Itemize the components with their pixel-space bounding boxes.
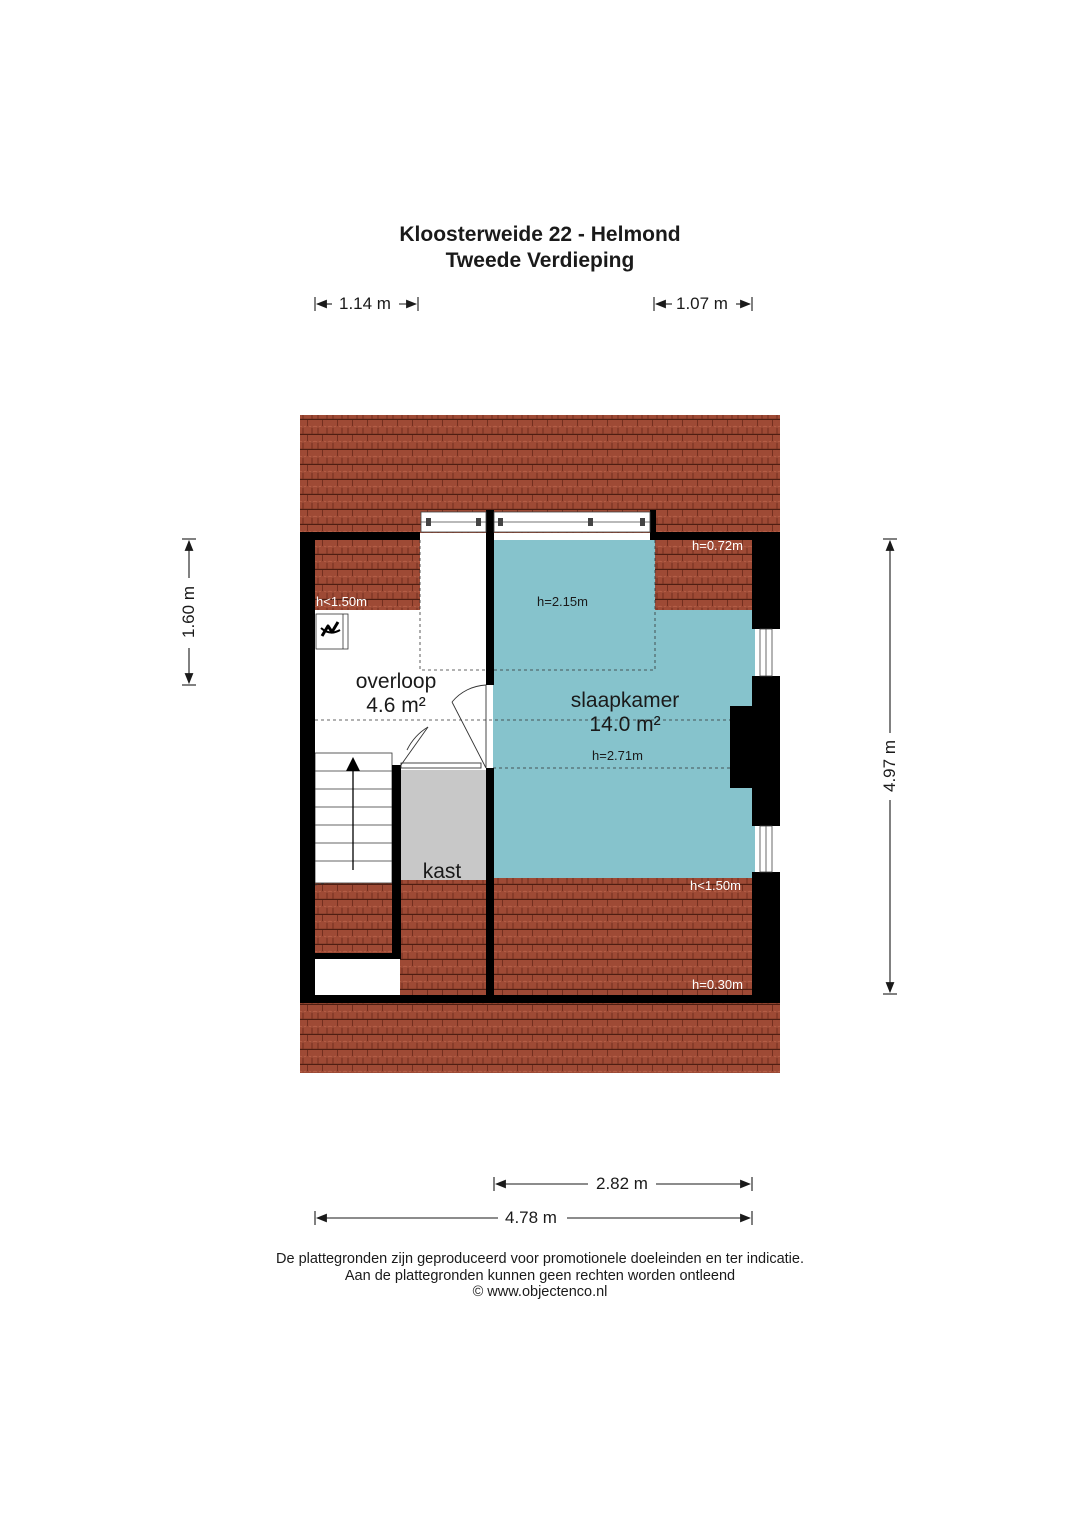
boiler-icon <box>316 614 348 649</box>
height-top-right: h=0.72m <box>692 538 743 553</box>
door-bedroom <box>452 685 486 768</box>
height-right-lower: h<1.50m <box>690 878 741 893</box>
roof-left-lower <box>315 880 405 958</box>
room-slaapkamer-area: 14.0 m² <box>589 713 661 736</box>
dim-top-right: 1.07 m <box>672 294 732 314</box>
room-slaapkamer <box>545 689 705 737</box>
window-top <box>421 512 650 532</box>
roof-bottom <box>300 1000 780 1073</box>
room-overloop-name: overloop <box>355 670 437 693</box>
roof-center-lower <box>400 880 490 995</box>
height-dormer: h=2.15m <box>537 594 588 609</box>
room-overloop <box>336 670 456 718</box>
room-kast-name: kast <box>422 860 462 883</box>
dim-bottom-inner: 2.82 m <box>592 1174 652 1194</box>
disclaimer <box>0 1251 1080 1301</box>
dim-left-vertical: 1.60 m <box>179 582 199 642</box>
plan-floor-name: Tweede Verdieping <box>445 249 635 272</box>
disclaimer-line-1: De plattegronden zijn geproduceerd voor promotionele doeleinden en ter indicatie. <box>276 1251 804 1267</box>
dim-bottom-total: 4.78 m <box>501 1208 561 1228</box>
room-slaapkamer-name: slaapkamer <box>570 689 680 712</box>
copyright-link[interactable]: © www.objectenco.nl <box>472 1284 608 1300</box>
plan-title: Kloosterweide 22 - Helmond <box>399 223 681 246</box>
door-closet <box>401 727 481 768</box>
room-kast <box>402 860 482 884</box>
room-overloop-area: 4.6 m² <box>366 694 426 717</box>
height-left-upper: h<1.50m <box>316 594 367 609</box>
dim-top-left: 1.14 m <box>335 294 395 314</box>
height-bottom-right: h=0.30m <box>692 977 743 992</box>
dim-right-vertical: 4.97 m <box>880 736 900 796</box>
disclaimer-line-2: Aan de plattegronden kunnen geen rechten worden ontleend <box>344 1267 736 1284</box>
height-bedroom-mid: h=2.71m <box>592 748 643 763</box>
